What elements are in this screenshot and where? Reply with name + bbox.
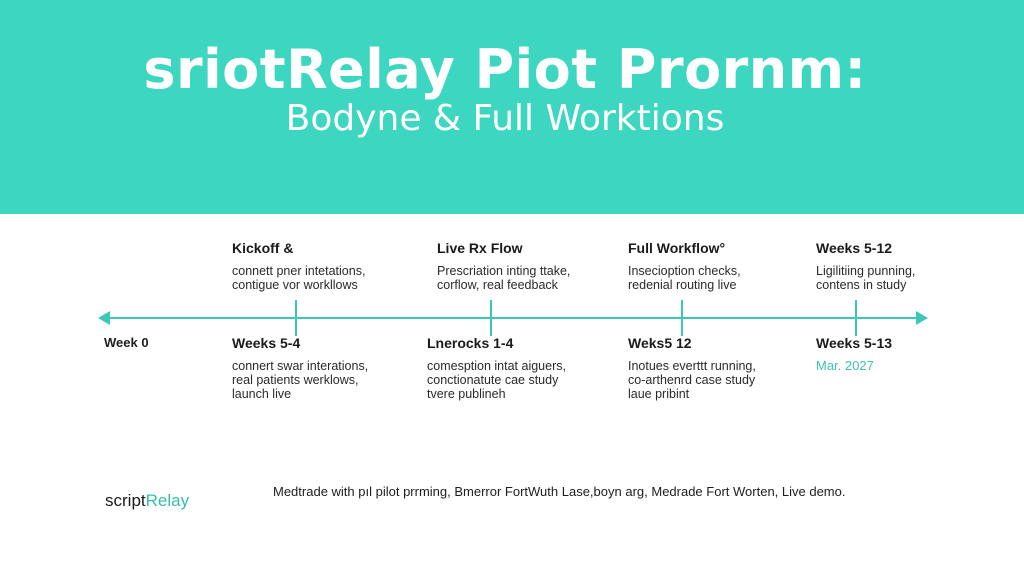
logo-prefix: script xyxy=(105,491,146,510)
milestone-line: Insecioption checks, xyxy=(628,264,741,278)
milestone-title: Live Rx Flow xyxy=(437,240,523,256)
milestone-title: Weks5 12 xyxy=(628,335,692,351)
milestone-title: Full Workflow° xyxy=(628,240,726,256)
milestone-bottom-3 xyxy=(628,335,818,401)
milestone-date: Mar. 2027 xyxy=(816,358,874,373)
milestone-line: corflow, real feedback xyxy=(437,278,558,292)
arrow-left-icon xyxy=(98,311,110,325)
logo-accent: Relay xyxy=(145,491,190,510)
page-subtitle: Bodyne & Full Worktions xyxy=(285,98,725,139)
milestone-line: redenial routing live xyxy=(628,278,737,292)
milestone-line: contigue vor workllows xyxy=(232,278,358,292)
milestone-line: launch live xyxy=(232,387,292,401)
milestone-line: Prescriation inting ttake, xyxy=(437,264,571,278)
milestone-bottom-4 xyxy=(816,335,1006,373)
timeline-start-label: Week 0 xyxy=(104,335,149,350)
milestone-line: Inotues everttt running, xyxy=(628,359,756,373)
milestone-line: comesption intat aiguers, xyxy=(427,359,566,373)
milestone-top-4 xyxy=(816,240,1006,292)
milestone-line: laue pribint xyxy=(628,387,690,401)
milestone-title: Weeks 5-13 xyxy=(816,335,893,351)
milestone-bottom-1 xyxy=(232,335,422,401)
milestone-line: real patients werklows, xyxy=(232,373,359,387)
milestone-top-3 xyxy=(628,240,818,292)
milestone-top-1 xyxy=(232,240,422,292)
milestone-line: Ligilitiing punning, xyxy=(816,264,916,278)
arrow-right-icon xyxy=(916,311,928,325)
milestone-line: contens in study xyxy=(816,278,907,292)
milestone-line: connert swar interations, xyxy=(232,359,369,373)
milestone-bottom-2 xyxy=(427,335,617,401)
brand-logo xyxy=(105,491,189,511)
page-title: sriotRelay Piot Prornm: xyxy=(143,38,867,101)
footer-text: Medtrade with pıl pilot prrming, Bmerror FortWuth Lase,boyn arg, Medrade Fort Worten, Live demo. xyxy=(273,484,846,499)
milestone-title: Lnerocks 1-4 xyxy=(427,335,514,351)
milestone-top-2 xyxy=(437,240,627,292)
milestone-title: Weeks 5-12 xyxy=(816,240,893,256)
milestone-title: Weeks 5-4 xyxy=(232,335,301,351)
milestone-title: Kickoff & xyxy=(232,240,294,256)
milestone-line: co-arthenrd case study xyxy=(628,373,756,387)
milestone-line: conctionatute cae study xyxy=(427,373,559,387)
milestone-line: tvere publineh xyxy=(427,387,506,401)
milestone-line: connett pner intetations, xyxy=(232,264,366,278)
